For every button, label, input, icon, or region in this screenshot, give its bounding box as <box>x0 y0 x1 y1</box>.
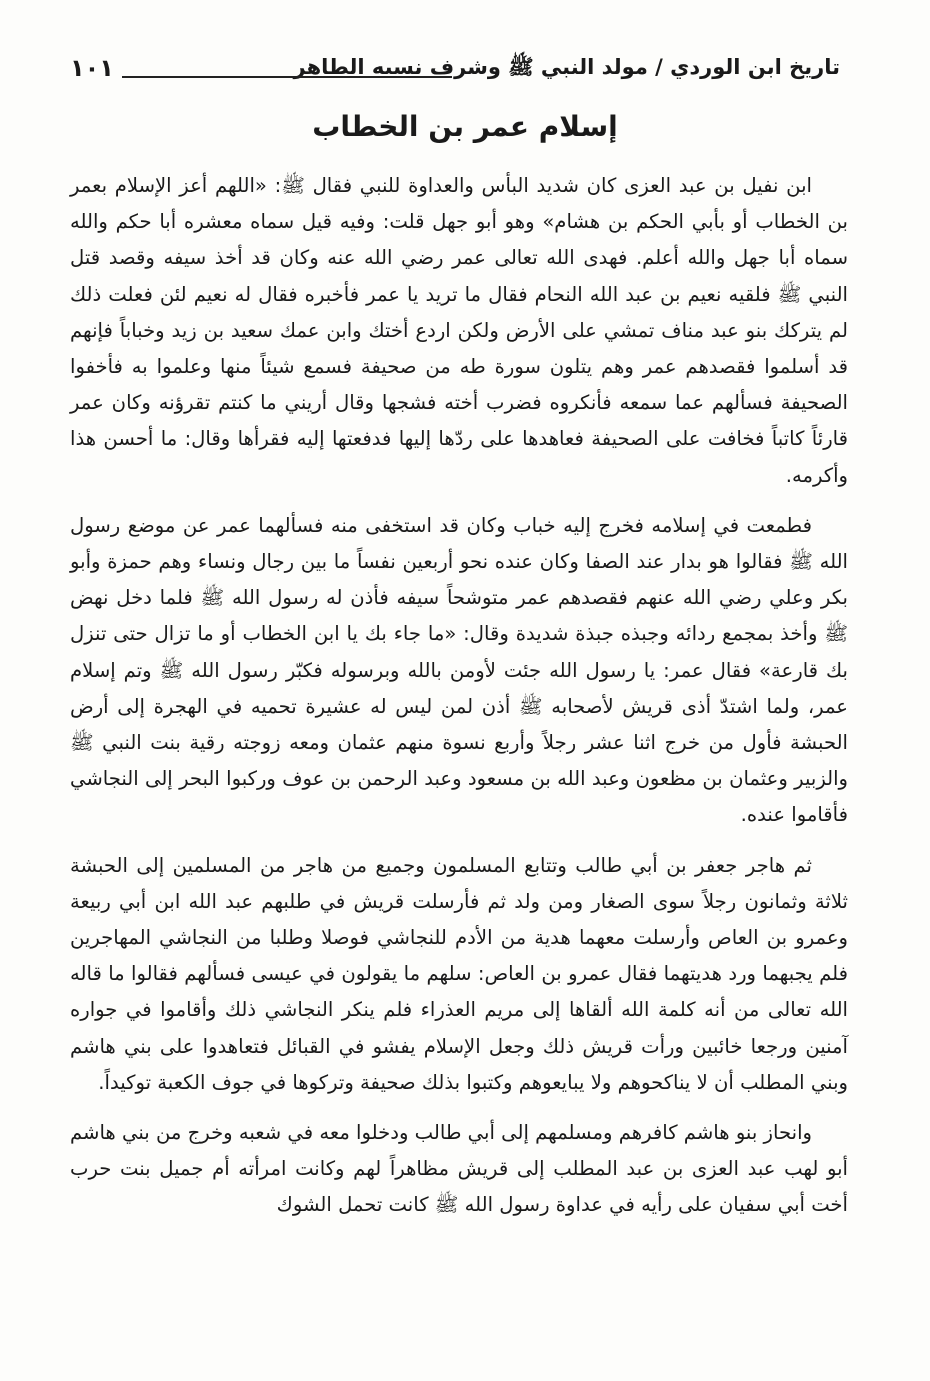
paragraph: ثم هاجر جعفر بن أبي طالب وتتابع المسلمون وجميع من هاجر من المسلمين إلى الحبشة ثلاثة وثمانون رجلاً سوى الصغار ومن ولد ثم فأرسلت قريش في طلبهم عبد الله ابن أبي ربيعة وعمرو بن العاص وأرسلت معهما هدية من الأدم للنجاشي فوصلا وطلبا من النجاشي المهاجرين فلم يجبهما ورد هديتهما فقال عمرو بن العاص: سلهم ما يقولون في عيسى فسألهم فقالوا ما قاله الله تعالى من أنه كلمة الله ألقاها إلى مريم العذراء فلم ينكر النجاشي ذلك وأقاموا في جواره آمنين ورجعا خائبين ورأت قريش ذلك وجعل الإسلام يفشو في القبائل فتعاهدوا على بني هاشم وبني المطلب أن لا يناكحوهم ولا يبايعوهم وكتبوا بذلك صحيفة وتركوها في جوف الكعبة توكيداً. <box>70 853 848 1094</box>
paragraph: وانحاز بنو هاشم كافرهم ومسلمهم إلى أبي طالب ودخلوا معه في شعبه وخرج من بني هاشم أبو لهب عبد العزى بن عبد المطلب إلى قريش مظاهراً لهم وكانت امرأته أم جميل بنت حرب أخت أبي سفيان على رأيه في عداوة رسول الله ﷺ كانت تحمل الشوك <box>70 1121 848 1217</box>
running-header <box>70 50 840 86</box>
chapter-title: إسلام عمر بن الخطاب <box>312 110 618 143</box>
page-number: ١٠١ <box>70 54 114 82</box>
header-rule <box>122 76 452 78</box>
running-title: تاريخ ابن الوردي / مولد النبي ﷺ وشرف نسبه الطاهر <box>293 55 840 79</box>
paragraph: فطمعت في إسلامه فخرج إليه خباب وكان قد استخفى منه فسألهما عمر عن موضع رسول الله ﷺ فقالوا هو بدار عند الصفا وكان عنده نحو أربعين نفساً ما بين رجال ونساء وهم حمزة وأبو بكر وعلي رضي الله عنهم فقصدهم عمر متوشحاً سيفه فأذن له رسول الله ﷺ فلما دخل نهض ﷺ وأخذ بمجمع ردائه وجبذه جبذة شديدة وقال: «ما جاء بك يا ابن الخطاب أو ما تزال حتى تنزل بك قارعة» فقال عمر: يا رسول الله جئت لأومن بالله وبرسوله فكبّر رسول الله ﷺ وتم إسلام عمر، ولما اشتدّ أذى قريش لأصحابه ﷺ أذن لمن ليس له عشيرة تحميه في الهجرة إلى أرض الحبشة فأول من خرج اثنا عشر رجلاً وأربع نسوة منهم عثمان ومعه زوجته رقية بنت النبي ﷺ والزبير وعثمان بن مظعون وعبد الله بن مسعود وعبد الرحمن بن عوف وركبوا البحر إلى النجاشي فأقاموا عنده. <box>70 513 848 827</box>
paragraph: ابن نفيل بن عبد العزى كان شديد البأس والعداوة للنبي فقال ﷺ: «اللهم أعز الإسلام بعمر بن الخطاب أو بأبي الحكم بن هشام» وهو أبو جهل قلت: وفيه قيل سماه معشره أبا حكم والله سماه أبا جهل والله أعلم. فهدى الله تعالى عمر رضي الله عنه وكان قد أخذ سيفه وقصد قتل النبي ﷺ فلقيه نعيم بن عبد الله النحام فقال ما تريد يا عمر فأخبره فقال له نعيم لئن فعلت ذلك لم يتركك بنو عبد مناف تمشي على الأرض ولكن اردع أختك وابن عمك سعيد بن زيد وخباباً فإنهم قد أسلموا فقصدهم عمر وهم يتلون سورة طه من صحيفة فسمع شيئاً منها وعلموا به فأخفوا الصحيفة فسألهم عما سمعه فأنكروه فضرب أخته فشجها وقال أريني ما كنتم تقرؤنه وكان عمر قارئاً كاتباً فخافت على الصحيفة فعاهدها على ردّها إليها فدفعتها إليه فقرأها وقال: ما أحسن هذا وأكرمه. <box>70 174 848 487</box>
body-text <box>70 168 848 1238</box>
